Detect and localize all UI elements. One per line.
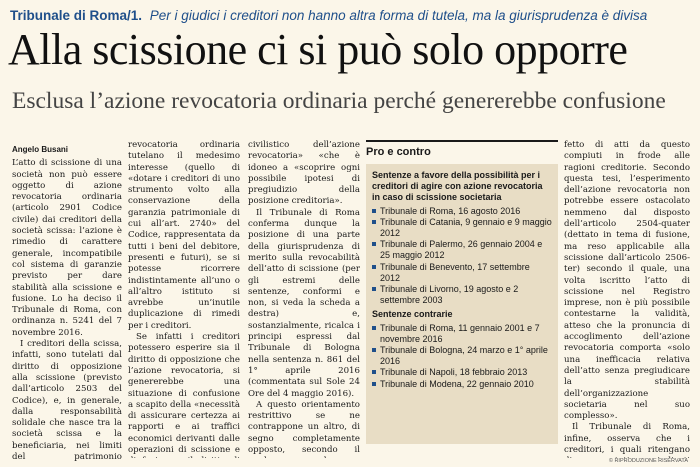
list-item: Tribunale di Livorno, 19 agosto e 2 settembre 2003 [372,284,552,306]
list-item: Tribunale di Palermo, 26 gennaio 2004 e 25 maggio 2012 [372,239,552,261]
favor-list [372,206,552,307]
kicker-subtitle: Per i giudici i creditori non hanno altra forma di tutela, ma la giurisprudenza è divisa [149,8,648,23]
list-item: Tribunale di Roma, 11 gennaio 2001 e 7 novembre 2016 [372,323,552,345]
paragraph: civilistico dell’azione revocatoria» «che è idoneo a «scoprire ogni possibile ipotesi di pregiudizio della posizione creditoria». [248,140,360,207]
paragraph: Se infatti i creditori potessero esperire sia il diritto di opposizione che l’azione revocatoria, si genererebbe una situazione di confusione a scapito della «necessità di assicurare certezza ai rapporti e ai traffici economici derivanti dalle operazioni di scissione e [128,332,240,456]
article-column-2 [128,140,240,458]
list-item: Tribunale di Roma, 16 agosto 2016 [372,206,552,217]
list-item: Tribunale di Benevento, 17 settembre 2012 [372,262,552,284]
paragraph: Il Tribunale di Roma conferma dunque la posizione di una parte della giurisprudenza di merito sulla revocabilità dell’atto di scissione (per gli estremi delle sentenze, conformi e non, si veda la scheda a destra) e, sostanzialmente, ricalca i principi espressi dal Tribunale di Bologna nella sentenza n. 861 del 1° aprile 2016 (commentata sul Sole 24 Ore del 4 maggio 2016). [248,207,360,399]
article-column-4 [564,140,690,458]
contra-list [372,323,552,390]
list-item: Tribunale di Napoli, 18 febbraio 2013 [372,367,552,378]
box-content [366,164,558,444]
favor-heading: Sentenze a favore della possibilità per i creditori di agire con azione revocatoria in caso di scissione societaria [372,170,543,203]
paragraph: I creditori della scissa, infatti, sono tutelati dal diritto di opposizione alla scissione (previsto dall’articolo 2503 del Codice), e, in generale, dalla responsabilità solidale che nasce tra la società scissa e la beneficiaria, nei limiti del patrimonio [12,339,122,462]
pro-contro-box [366,140,558,452]
paragraph: revocatoria ordinaria tutelano il medesimo interesse (quello di «dotare i creditori di uno strumento volto alla conservazione della garanzia patrimoniale di cui all’art. 2740» del Codice, rappresentata da tutti i beni del debitore, presenti e futuri), se si potesse ricorrere indistintamente all’uno o all’altro istituto si avrebbe un’inutile duplicazione di rimedi per i creditori. [128,140,240,331]
paragraph: Il Tribunale di Roma, infine, osserva che i creditori, i quali ritengano [564,422,690,456]
list-item: Tribunale di Modena, 22 gennaio 2010 [372,379,552,390]
paragraph: A questo orientamento restrittivo se ne contrappone un altro, di segno completamente opposto, secondo il [248,399,360,456]
article-column-1 [12,144,122,462]
byline: Angelo Busani [12,145,69,154]
paragraph: L’atto di scissione di una società non può essere oggetto di azione revocatoria ordinaria (articolo 2901 Codice civile) dai creditori della società scissa: l’azione è rimedio di carattere generale, incompatibile col sistema di garanzie previsto per dare stabilità alla scissione e fusione. Lo ha deciso il Tribunale di Roma, con ordinanza n. 5241 del 7 novembre 2016. [12,158,122,338]
article-column-3 [248,140,360,458]
contra-heading: Sentenze contrarie [372,309,453,320]
box-title: Pro e contro [366,140,558,160]
paragraph: fetto di atti da questo compiuti in frode alle ragioni creditorie. Secondo questa tesi, l’esperimento dell’azione revocatoria non potrebbe essere ostacolato nemmeno dal disposto dell’articolo 2504-quater (dettato in tema di fusione, ma reso applicabile alla scissione dall’articolo 2506-ter) secondo il quale, una volta iscritto l’atto di scissione nel Registro imprese, non è più possibile contestarne la validità, atteso che la pronuncia di accoglimento dell’azione revocatoria comporta «solo una inefficacia relativa dell’atto senza pregiudicare la stabilità dell’organizzazione societaria nel suo complesso». [564,140,690,422]
kicker [10,6,694,26]
copyright-credit: © RIPRODUZIONE RISERVATA [608,458,688,464]
list-item: Tribunale di Bologna, 24 marzo e 1° aprile 2016 [372,345,552,367]
headline: Alla scissione ci si può solo opporre [8,25,628,74]
section-label: Tribunale di Roma/1. [10,8,143,23]
subheadline: Esclusa l’azione revocatoria ordinaria perché genererebbe confusione [12,88,666,114]
list-item: Tribunale di Catania, 9 gennaio e 9 maggio 2012 [372,217,552,239]
